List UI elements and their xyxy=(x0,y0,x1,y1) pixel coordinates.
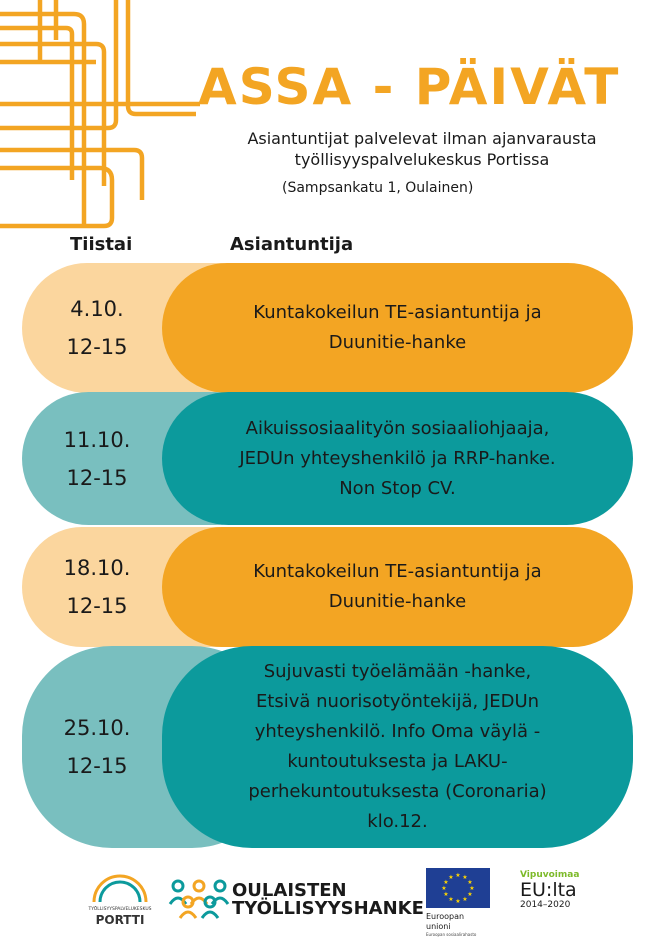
svg-text:★: ★ xyxy=(462,874,468,881)
svg-text:★: ★ xyxy=(455,898,461,905)
subtitle xyxy=(212,128,632,170)
expert-pill xyxy=(162,646,633,848)
svg-text:★: ★ xyxy=(441,885,447,892)
expert-line: yhteyshenkilö. Info Oma väylä - xyxy=(254,721,541,742)
expert-line: Kuntakokeilun TE-asiantuntija ja xyxy=(253,302,542,323)
date: 11.10. xyxy=(63,427,131,452)
expert-line: Kuntakokeilun TE-asiantuntija ja xyxy=(253,561,542,582)
portti-arc-text: TYÖLLISYYSPALVELUKESKUS xyxy=(88,907,152,912)
oulainen-line-1: OULAISTEN xyxy=(232,880,347,901)
portti-name: PORTTI xyxy=(95,913,145,927)
vipu-line-3: 2014–2020 xyxy=(520,900,571,910)
subtitle-line-2: työllisyyspalvelukeskus Portissa xyxy=(294,150,550,169)
oulainen-line-2: TYÖLLISYYSHANKE xyxy=(232,898,424,919)
expert-line: Non Stop CV. xyxy=(339,477,456,499)
svg-text:★: ★ xyxy=(443,879,449,886)
expert-line: Duunitie-hanke xyxy=(328,332,467,353)
expert-line: kuntoutuksesta ja LAKU- xyxy=(287,751,508,772)
time: 12-15 xyxy=(66,594,128,618)
date: 4.10. xyxy=(70,297,124,321)
eu-flag-icon xyxy=(426,868,490,908)
expert-pill xyxy=(162,527,633,647)
eu-line-2: Euroopan sosiaalirahasto xyxy=(426,932,477,937)
expert-line: Sujuvasti työelämään -hanke, xyxy=(263,661,532,682)
eu-logo xyxy=(426,868,490,938)
svg-text:★: ★ xyxy=(469,885,475,892)
vipu-line-1: Vipuvoimaa xyxy=(520,870,580,880)
time: 12-15 xyxy=(66,754,128,778)
schedule-row xyxy=(22,263,633,393)
logo-footer xyxy=(0,860,663,938)
svg-text:★: ★ xyxy=(455,872,461,879)
time: 12-15 xyxy=(66,335,128,359)
svg-text:★: ★ xyxy=(448,874,454,881)
oulainen-logo-text xyxy=(232,882,424,918)
expert-line: JEDUn yhteyshenkilö ja RRP-hanke. xyxy=(239,447,556,469)
time: 12-15 xyxy=(66,465,128,490)
svg-text:★: ★ xyxy=(467,879,473,886)
address: (Sampsankatu 1, Oulainen) xyxy=(282,180,474,196)
schedule-row xyxy=(22,392,633,525)
expert-line: perhekuntoutuksesta (Coronaria) xyxy=(248,781,547,802)
expert-line: Etsivä nuorisotyöntekijä, JEDUn xyxy=(255,691,540,712)
vipu-line-2: EU:lta xyxy=(520,879,577,901)
date: 25.10. xyxy=(63,716,131,740)
column-header-expert: Asiantuntija xyxy=(230,234,354,255)
schedule-row xyxy=(22,646,633,848)
eu-line-1: Euroopan unioni xyxy=(426,912,465,931)
portti-logo xyxy=(86,862,154,928)
schedule-row xyxy=(22,527,633,647)
vipuvoimaa-logo xyxy=(520,870,600,910)
expert-pill xyxy=(162,392,633,525)
column-header-day: Tiistai xyxy=(70,234,133,255)
decorative-line-pattern xyxy=(0,0,200,232)
expert-pill xyxy=(162,263,633,393)
expert-line: Duunitie-hanke xyxy=(328,591,467,612)
svg-text:★: ★ xyxy=(448,896,454,903)
date: 18.10. xyxy=(63,556,131,580)
expert-line: klo.12. xyxy=(367,811,428,832)
oulainen-people-icon xyxy=(168,878,230,920)
subtitle-line-1: Asiantuntijat palvelevat ilman ajanvarausta xyxy=(247,129,597,148)
expert-line: Aikuissosiaalityön sosiaaliohjaaja, xyxy=(245,417,550,439)
svg-text:★: ★ xyxy=(443,891,449,898)
svg-text:★: ★ xyxy=(467,891,473,898)
svg-text:★: ★ xyxy=(462,896,468,903)
page-title: ASSA - PÄIVÄT xyxy=(198,58,621,116)
